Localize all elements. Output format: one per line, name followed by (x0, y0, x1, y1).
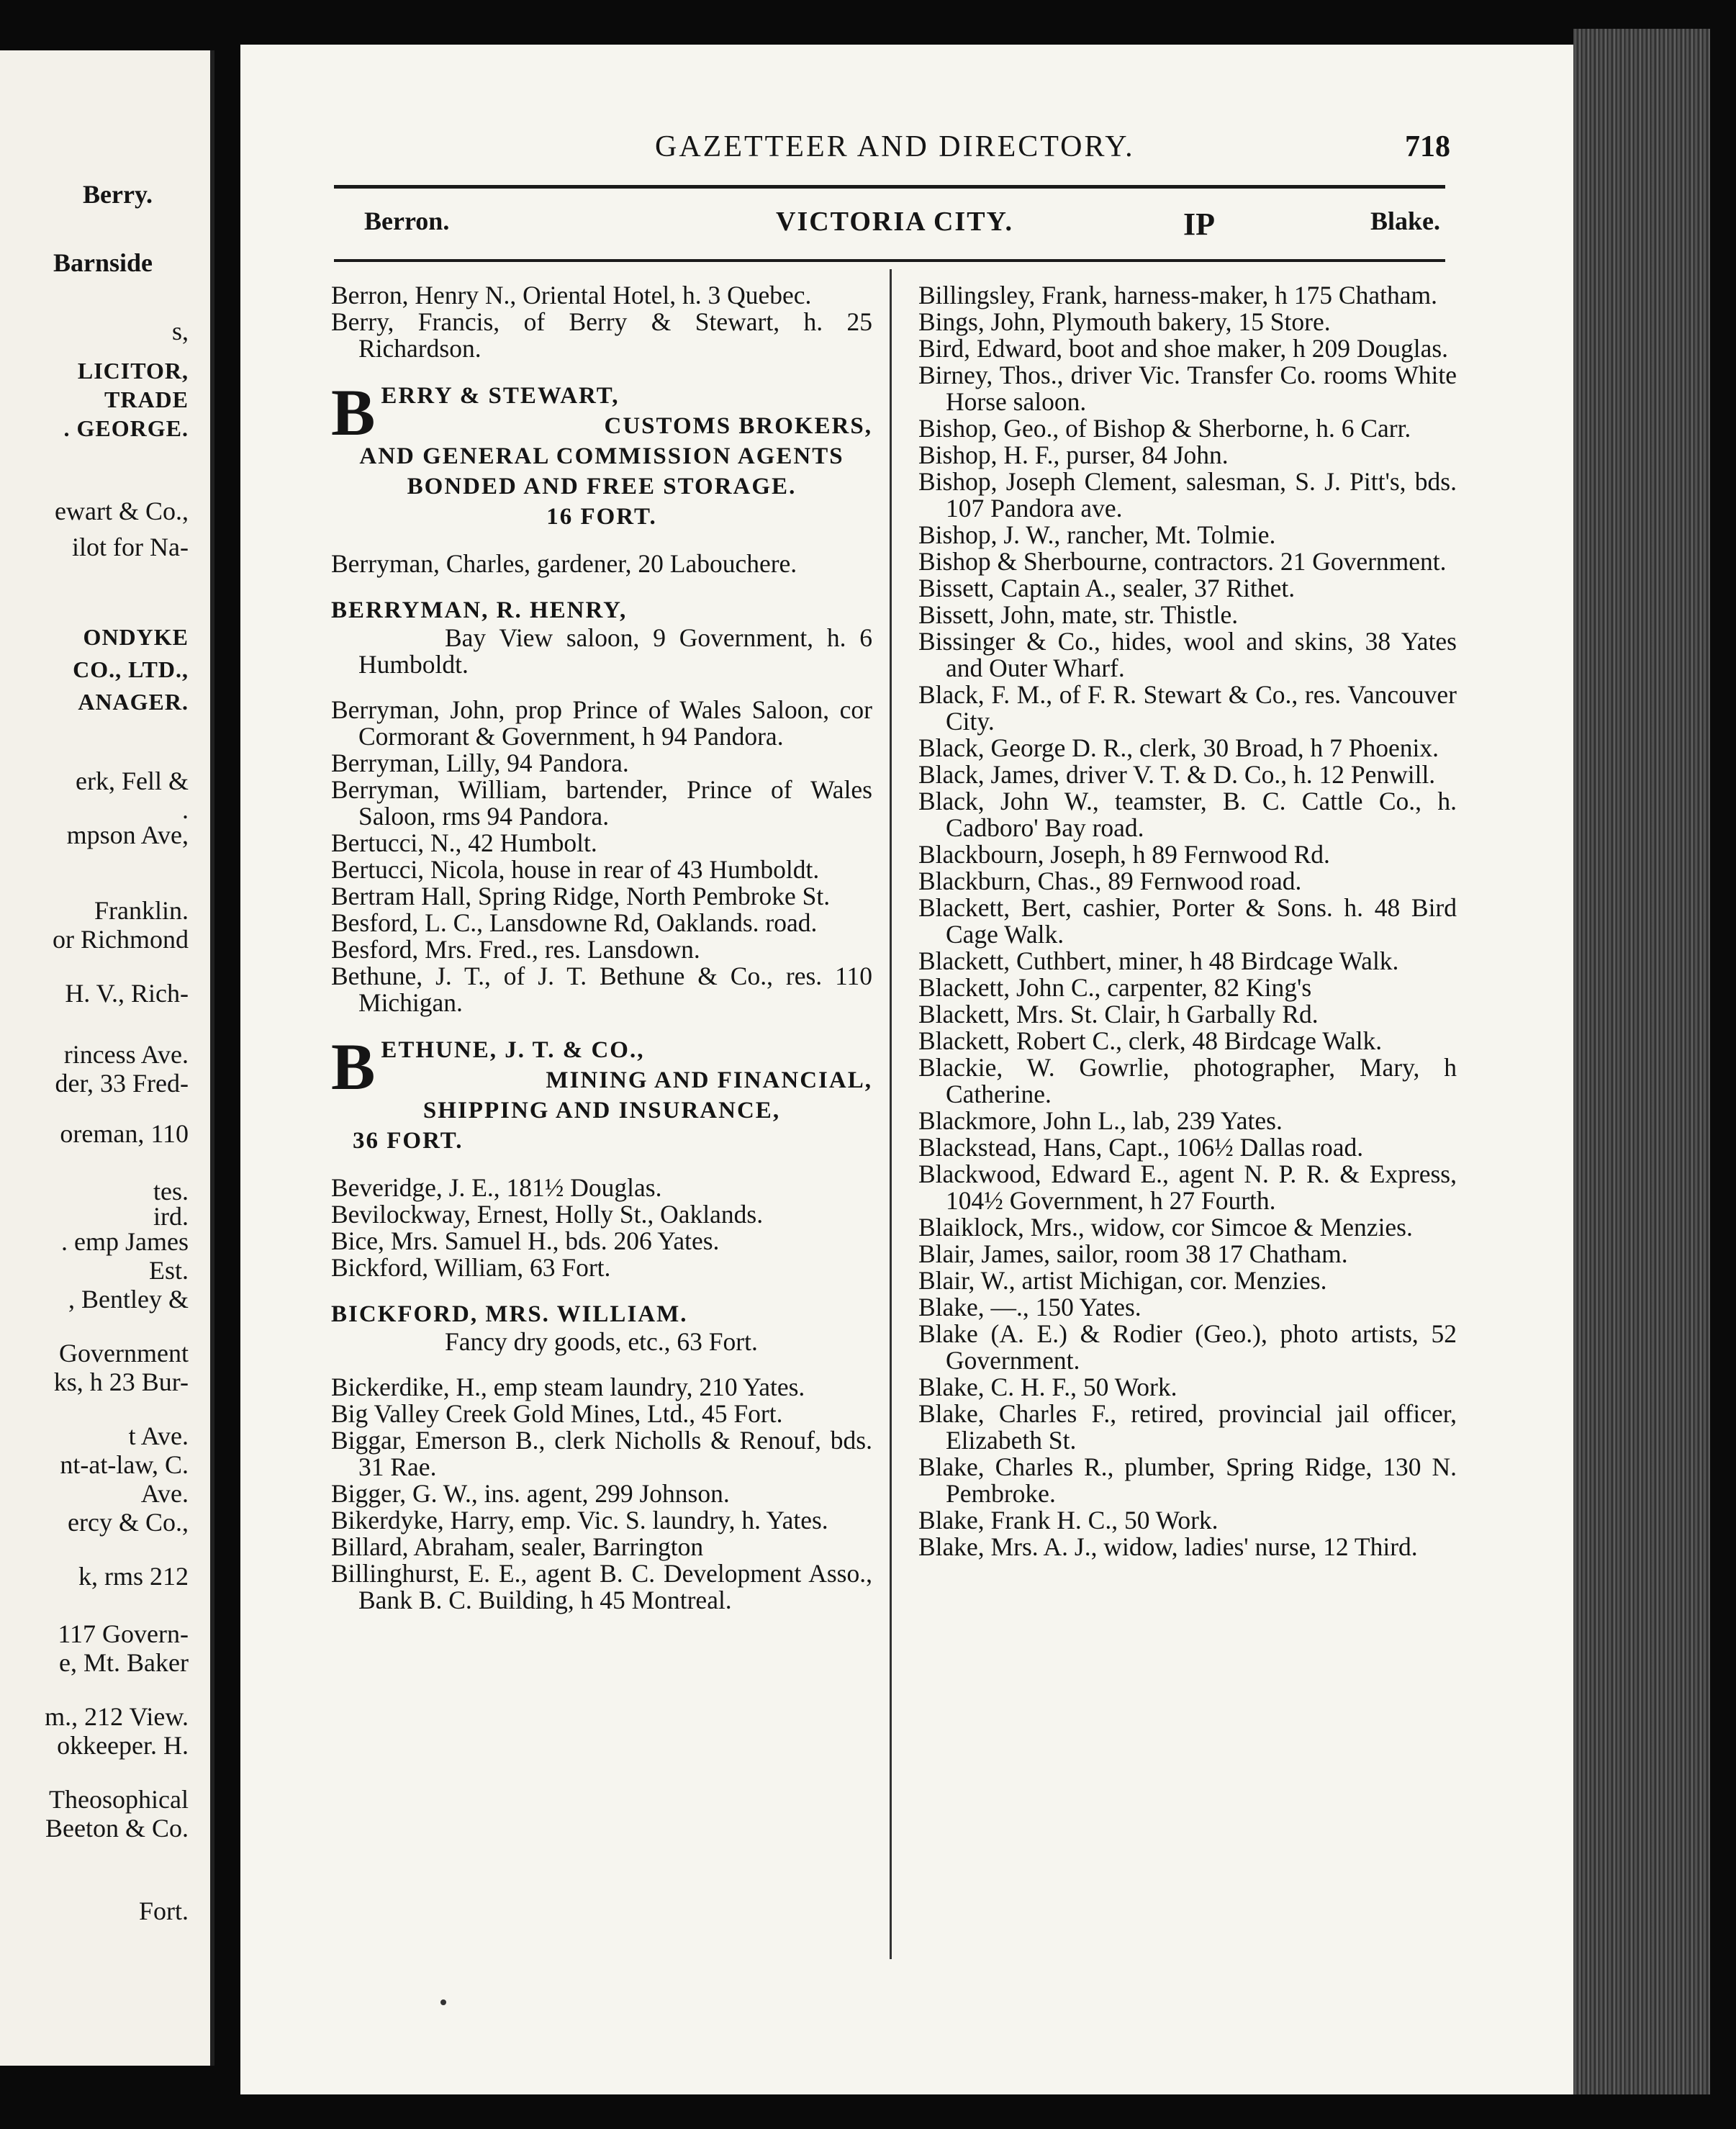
facing-page-line: 117 Govern- (58, 1619, 189, 1648)
facing-page-line: Barnside (53, 248, 153, 277)
running-head-city: VICTORIA CITY. (776, 207, 1013, 237)
facing-page-line: or Richmond (53, 925, 189, 954)
facing-page-line: erk, Fell & (76, 767, 189, 795)
directory-entry: Blackett, Robert C., clerk, 48 Birdcage Walk. (918, 1026, 1383, 1055)
directory-column-left (331, 282, 872, 1614)
directory-entry: Bings, John, Plymouth bakery, 15 Store. (918, 307, 1331, 336)
advertisement-line: BONDED AND FREE STORAGE. (407, 474, 797, 500)
directory-entry: Blackwood, Edward E., agent N. P. R. & Express, 104½ Government, h 27 Fourth. (918, 1160, 1457, 1215)
directory-entry: Blackett, John C., carpenter, 82 King's (918, 973, 1312, 1002)
facing-page-line: ONDYKE (83, 624, 189, 650)
directory-entry: Billinghurst, E. E., agent B. C. Development Asso., Bank B. C. Building, h 45 Montreal. (331, 1559, 872, 1614)
business-advertisement (331, 376, 872, 532)
directory-entry: Biggar, Emerson B., clerk Nicholls & Renouf, bds. 31 Rae. (331, 1426, 872, 1481)
facing-page-line: e, Mt. Baker (59, 1648, 189, 1677)
directory-entry: Blackett, Cuthbert, miner, h 48 Birdcage Walk. (918, 946, 1399, 975)
running-head-mark: IP (1183, 207, 1215, 242)
directory-entry: Bishop, Geo., of Bishop & Sherborne, h. 6 Carr. (918, 414, 1411, 443)
directory-entry: Bishop & Sherbourne, contractors. 21 Government. (918, 547, 1447, 576)
advertisement-text: Fancy dry goods, etc., 63 Fort. (445, 1327, 758, 1356)
directory-entry: Bice, Mrs. Samuel H., bds. 206 Yates. (331, 1226, 720, 1255)
directory-entry: Bethune, J. T., of J. T. Bethune & Co., res. 110 Michigan. (331, 962, 872, 1017)
facing-page-line: ilot for Na- (72, 533, 189, 561)
directory-entry: Besford, Mrs. Fred., res. Lansdown. (331, 935, 700, 964)
advertisement-line: 16 FORT. (546, 504, 657, 530)
spacer (331, 532, 872, 551)
facing-page-line: s, (171, 317, 189, 345)
directory-entry: Berron, Henry N., Oriental Hotel, h. 3 Quebec. (331, 281, 812, 309)
facing-page-line: m., 212 View. (45, 1702, 189, 1731)
directory-entry: Big Valley Creek Gold Mines, Ltd., 45 Fort. (331, 1399, 783, 1428)
directory-entry: Bissett, Captain A., sealer, 37 Rithet. (918, 574, 1296, 602)
facing-page-line: . GEORGE. (63, 415, 189, 441)
directory-entry: Blair, James, sailor, room 38 17 Chatham. (918, 1239, 1348, 1268)
directory-entry: Black, F. M., of F. R. Stewart & Co., res. Vancouver City. (918, 680, 1457, 736)
directory-entry: Bertucci, N., 42 Humbolt. (331, 828, 597, 857)
directory-entry: Blackburn, Chas., 89 Fernwood road. (918, 867, 1302, 895)
facing-page-line: nt-at-law, C. (60, 1450, 189, 1479)
facing-page-line: H. V., Rich- (65, 979, 189, 1008)
facing-page-line: ks, h 23 Bur- (53, 1368, 189, 1396)
spacer (331, 1016, 872, 1035)
directory-entry: Blake, Mrs. A. J., widow, ladies' nurse, 12 Third. (918, 1532, 1418, 1561)
advertisement-heading: BERRYMAN, R. HENRY, (331, 597, 628, 623)
facing-page-line: Franklin. (94, 896, 189, 925)
directory-entry: Berry, Francis, of Berry & Stewart, h. 25 Richardson. (331, 307, 872, 363)
spacer (331, 577, 872, 596)
directory-entry: Bigger, G. W., ins. agent, 299 Johnson. (331, 1479, 730, 1508)
directory-entry: Berryman, Lilly, 94 Pandora. (331, 749, 629, 777)
facing-page-fragment (0, 50, 214, 2066)
facing-page-line: tes. (153, 1177, 189, 1206)
directory-entry: Bertucci, Nicola, house in rear of 43 Humboldt. (331, 855, 820, 884)
facing-page-line: , Bentley & (68, 1285, 189, 1314)
facing-page-line: Beeton & Co. (45, 1814, 189, 1843)
business-advertisement (331, 1030, 872, 1156)
drop-cap: B (331, 1030, 377, 1103)
directory-entry: Blair, W., artist Michigan, cor. Menzies. (918, 1266, 1327, 1295)
header-rule-bottom (334, 259, 1445, 262)
spacer (331, 1355, 872, 1374)
spacer (331, 1156, 872, 1175)
directory-entry: Birney, Thos., driver Vic. Transfer Co. rooms White Horse saloon. (918, 361, 1457, 416)
directory-entry: Blake, C. H. F., 50 Work. (918, 1373, 1177, 1401)
facing-page-line: LICITOR, (77, 358, 189, 384)
facing-page-line: ANAGER. (78, 689, 189, 715)
directory-entry: Bishop, H. F., purser, 84 John. (918, 440, 1229, 469)
print-speck (440, 1999, 446, 2005)
facing-page-line: mpson Ave, (66, 821, 189, 849)
directory-entry: Blackmore, John L., lab, 239 Yates. (918, 1106, 1283, 1135)
directory-entry: Blaiklock, Mrs., widow, cor Simcoe & Menzies. (918, 1213, 1413, 1242)
directory-entry: Berryman, John, prop Prince of Wales Saloon, cor Cormorant & Government, h 94 Pandora. (331, 695, 872, 751)
spacer (331, 362, 872, 381)
running-head-first: Berron. (364, 207, 450, 235)
directory-entry: Blackstead, Hans, Capt., 106½ Dallas road. (918, 1133, 1364, 1162)
directory-entry: Bird, Edward, boot and shoe maker, h 209 Douglas. (918, 334, 1449, 363)
facing-page-line: t Ave. (128, 1421, 189, 1450)
directory-entry: Bertram Hall, Spring Ridge, North Pembroke St. (331, 882, 831, 910)
advertisement-line: 36 FORT. (353, 1128, 464, 1154)
directory-entry: Blake, Charles F., retired, provincial jail officer, Elizabeth St. (918, 1399, 1457, 1455)
running-head-last: Blake. (1370, 207, 1441, 235)
directory-entry: Bikerdyke, Harry, emp. Vic. S. laundry, h. Yates. (331, 1506, 828, 1534)
directory-entry: Blake, Charles R., plumber, Spring Ridge, 130 N. Pembroke. (918, 1452, 1457, 1508)
facing-page-line: Est. (148, 1256, 189, 1285)
directory-entry: Bickford, William, 63 Fort. (331, 1253, 611, 1282)
directory-entry: Billingsley, Frank, harness-maker, h 175 Chatham. (918, 281, 1437, 309)
advertisement-line: MINING AND FINANCIAL, (546, 1067, 872, 1093)
facing-page-line: Government (59, 1339, 189, 1368)
header-rule-top (334, 185, 1445, 189)
advertisement-line: AND GENERAL COMMISSION AGENTS (359, 443, 844, 469)
directory-entry: Bickerdike, H., emp steam laundry, 210 Yates. (331, 1373, 805, 1401)
facing-page-line: . (182, 795, 189, 824)
directory-entry: Blake (A. E.) & Rodier (Geo.), photo artists, 52 Government. (918, 1319, 1457, 1375)
facing-page-line: der, 33 Fred- (55, 1069, 189, 1098)
facing-page-line: . emp James (61, 1227, 189, 1256)
directory-entry: Black, James, driver V. T. & D. Co., h. 12 Penwill. (918, 760, 1436, 789)
facing-page-line: Ave. (140, 1479, 189, 1508)
advertisement-line: SHIPPING AND INSURANCE, (422, 1098, 781, 1124)
directory-entry: Bishop, Joseph Clement, salesman, S. J. Pitt's, bds. 107 Pandora ave. (918, 467, 1457, 523)
directory-entry: Blackie, W. Gowrlie, photographer, Mary, h Catherine. (918, 1053, 1457, 1108)
directory-entry: Bissett, John, mate, str. Thistle. (918, 600, 1239, 629)
column-divider (890, 269, 892, 1959)
directory-entry: Blackbourn, Joseph, h 89 Fernwood Rd. (918, 840, 1330, 869)
directory-entry: Besford, L. C., Lansdowne Rd, Oaklands. road. (331, 908, 818, 937)
directory-entry: Berryman, Charles, gardener, 20 Labouchere. (331, 549, 797, 578)
page-number: 718 (1405, 130, 1450, 163)
spacer (331, 678, 872, 697)
facing-page-line: okkeeper. H. (57, 1731, 189, 1760)
directory-entry: Blake, —., 150 Yates. (918, 1293, 1141, 1321)
facing-page-line: TRADE (104, 387, 189, 412)
directory-entry: Bevilockway, Ernest, Holly St., Oaklands. (331, 1200, 764, 1229)
facing-page-line: Theosophical (49, 1785, 189, 1814)
facing-page-line: Berry. (83, 180, 153, 209)
facing-page-line: CO., LTD., (73, 656, 189, 682)
facing-page-line: ewart & Co., (55, 497, 189, 525)
directory-entry: Black, George D. R., clerk, 30 Broad, h 7 Phoenix. (918, 733, 1439, 762)
facing-page-line: oreman, 110 (60, 1119, 189, 1148)
facing-page-line: ercy & Co., (68, 1508, 189, 1537)
directory-entry: Beveridge, J. E., 181½ Douglas. (331, 1173, 662, 1202)
advertisement-heading: BICKFORD, MRS. WILLIAM. (331, 1301, 688, 1327)
directory-entry: Bissinger & Co., hides, wool and skins, 38 Yates and Outer Wharf. (918, 627, 1457, 682)
advertisement-line: ETHUNE, J. T. & CO., (381, 1037, 645, 1063)
directory-entry: Billard, Abraham, sealer, Barrington (331, 1532, 704, 1561)
spacer (331, 1281, 872, 1300)
directory-entry: Blackett, Bert, cashier, Porter & Sons. h. 48 Bird Cage Walk. (918, 893, 1457, 949)
book-page-edges (1573, 29, 1710, 2094)
facing-page-line: rincess Ave. (63, 1040, 189, 1069)
directory-entry: Black, John W., teamster, B. C. Cattle Co., h. Cadboro' Bay road. (918, 787, 1457, 842)
advertisement-text: Bay View saloon, 9 Government, h. 6 Humboldt. (358, 623, 872, 679)
page-title: GAZETTEER AND DIRECTORY. (655, 130, 1135, 163)
directory-entry: Berryman, William, bartender, Prince of Wales Saloon, rms 94 Pandora. (331, 775, 872, 831)
facing-page-line: ird. (153, 1202, 189, 1231)
directory-entry: Bishop, J. W., rancher, Mt. Tolmie. (918, 520, 1276, 549)
facing-page-line: k, rms 212 (78, 1562, 189, 1591)
drop-cap: B (331, 376, 377, 449)
advertisement-line: CUSTOMS BROKERS, (604, 413, 872, 439)
directory-entry: Blackett, Mrs. St. Clair, h Garbally Rd. (918, 1000, 1319, 1029)
advertisement-line: ERRY & STEWART, (381, 383, 620, 409)
directory-entry: Blake, Frank H. C., 50 Work. (918, 1506, 1219, 1534)
facing-page-line: Fort. (138, 1897, 189, 1925)
directory-column-right (918, 282, 1457, 1560)
